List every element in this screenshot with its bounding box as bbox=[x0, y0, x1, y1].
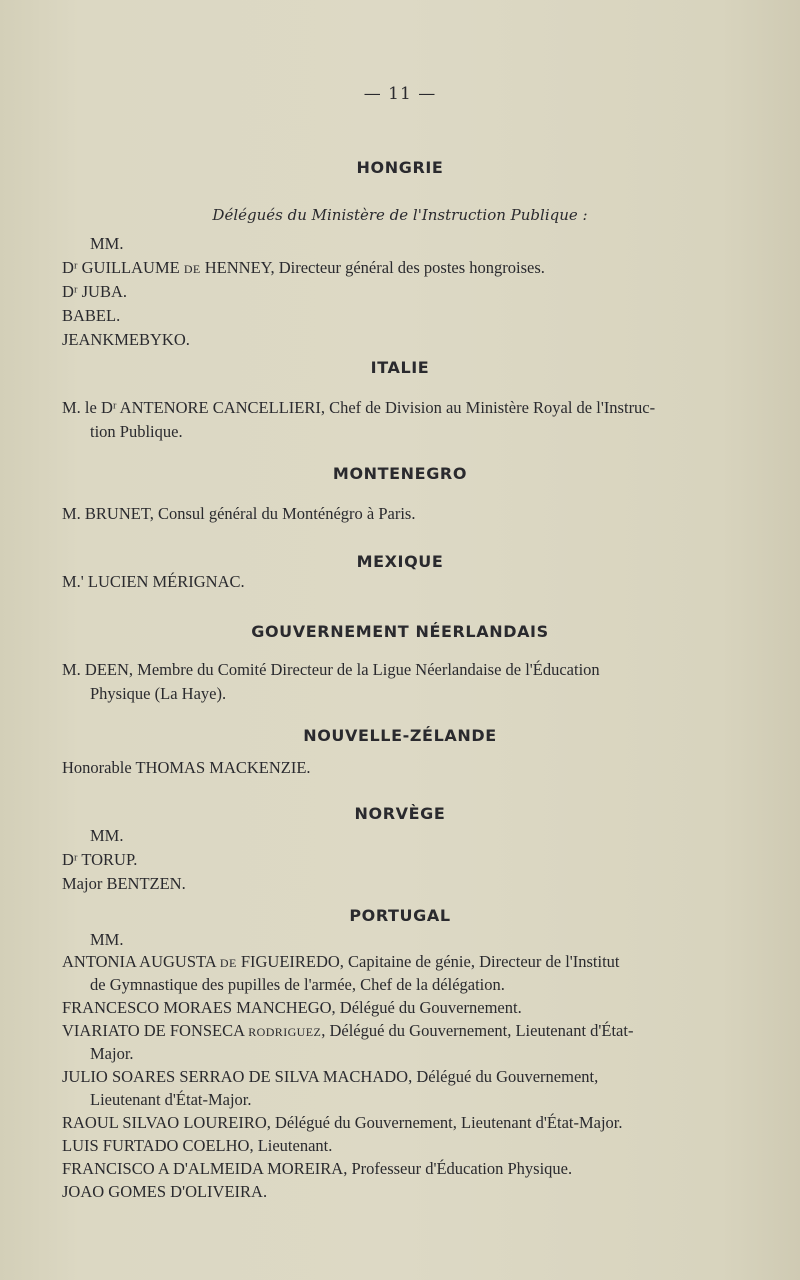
portugal-mm: MM. bbox=[90, 930, 124, 949]
heading-portugal: PORTUGAL bbox=[349, 906, 451, 925]
heading-mexique: MEXIQUE bbox=[356, 552, 444, 571]
heading-montenegro: MONTENEGRO bbox=[332, 464, 468, 483]
portugal-line-11: JOAO GOMES D'OLIVEIRA. bbox=[62, 1182, 268, 1201]
norvege-line-2: Major BENTZEN. bbox=[62, 874, 186, 893]
heading-italie: ITALIE bbox=[370, 358, 430, 377]
pays-bas-line-1: M. DEEN, Membre du Comité Directeur de la Ligue Néerlandaise de l'Éducation bbox=[62, 660, 600, 679]
portugal-line-3: FRANCESCO MORAES MANCHEGO, Délégué du Gouvernement. bbox=[62, 998, 522, 1017]
heading-hongrie: HONGRIE bbox=[356, 158, 444, 177]
montenegro-line-1: M. BRUNET, Consul général du Monténégro à Paris. bbox=[62, 504, 416, 523]
italie-line-2: tion Publique. bbox=[90, 422, 183, 441]
nz-line-1: Honorable THOMAS MACKENZIE. bbox=[62, 758, 311, 777]
subheading-hongrie: Délégués du Ministère de l'Instruction Publique : bbox=[212, 206, 588, 224]
portugal-line-9: LUIS FURTADO COELHO, Lieutenant. bbox=[62, 1136, 333, 1155]
hongrie-line-4: JEANKMEBYKO. bbox=[62, 330, 190, 349]
portugal-line-6: JULIO SOARES SERRAO DE SILVA MACHADO, Délégué du Gouvernement, bbox=[62, 1067, 599, 1086]
portugal-line-7: Lieutenant d'État-Major. bbox=[90, 1090, 252, 1109]
hongrie-mm: MM. bbox=[90, 234, 124, 253]
portugal-line-10: FRANCISCO A D'ALMEIDA MOREIRA, Professeur d'Éducation Physique. bbox=[62, 1159, 573, 1178]
heading-pays-bas: GOUVERNEMENT NÉERLANDAIS bbox=[251, 622, 549, 641]
hongrie-line-1: Dʳ GUILLAUME DE HENNEY, Directeur général des postes hongroises. bbox=[62, 258, 545, 277]
portugal-line-5: Major. bbox=[90, 1044, 134, 1063]
norvege-line-1: Dʳ TORUP. bbox=[62, 850, 138, 869]
page-number: — 11 — bbox=[363, 84, 437, 104]
italie-line-1: M. le Dʳ ANTENORE CANCELLIERI, Chef de Division au Ministère Royal de l'Instruc- bbox=[62, 398, 656, 417]
portugal-line-4: VIARIATO DE FONSECA RODRIGUEZ, Délégué du Gouvernement, Lieutenant d'État- bbox=[62, 1021, 634, 1040]
hongrie-line-3: BABEL. bbox=[62, 306, 121, 325]
hongrie-line-2: Dʳ JUBA. bbox=[62, 282, 128, 301]
portugal-line-8: RAOUL SILVAO LOUREIRO, Délégué du Gouvernement, Lieutenant d'État-Major. bbox=[62, 1113, 623, 1132]
norvege-mm: MM. bbox=[90, 826, 124, 845]
heading-nouvelle-zelande: NOUVELLE-ZÉLANDE bbox=[303, 726, 497, 745]
portugal-line-1: ANTONIA AUGUSTA DE FIGUEIREDO, Capitaine de génie, Directeur de l'Institut bbox=[62, 952, 620, 971]
portugal-line-2: de Gymnastique des pupilles de l'armée, Chef de la délégation. bbox=[90, 975, 505, 994]
heading-norvege: NORVÈGE bbox=[354, 804, 446, 823]
mexique-line-1: M.' LUCIEN MÉRIGNAC. bbox=[62, 572, 245, 591]
pays-bas-line-2: Physique (La Haye). bbox=[90, 684, 227, 703]
